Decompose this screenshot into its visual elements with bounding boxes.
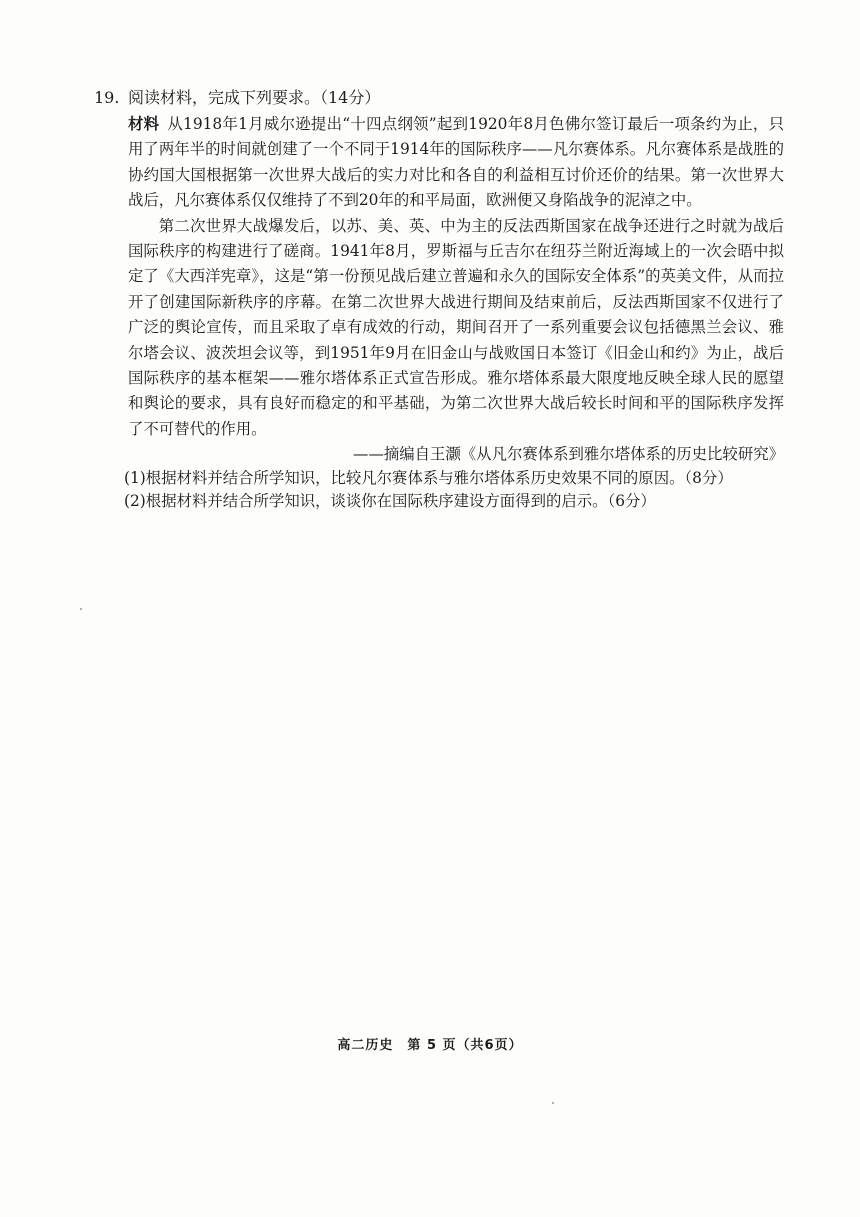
question-number: 19. [94,88,120,107]
scan-speck [80,608,82,610]
material-label: 材料 [128,115,160,133]
question-header [94,86,784,110]
material-text-1: 从1918年1月威尔逊提出“十四点纲领”起到1920年8月色佛尔签订最后一项条约为止，只用了两年半的时间就创建了一个不同于1914年的国际秩序——凡尔赛体系。凡尔赛体系是战胜的协约国大国根据第一次世界大战后的实力对比和各自的利益相互讨价还价的结果。第一次世界大战后，凡尔赛体系仅仅维持了不到20年的和平局面，欧洲便又身陷战争的泥淖之中。 [128,115,784,210]
material-source: ——摘编自王灏《从凡尔赛体系到雅尔塔体系的历史比较研究》 [353,445,784,464]
question-19 [94,86,784,513]
question-instruction: 阅读材料，完成下列要求。（14分） [128,88,381,107]
sub-question-2: (2)根据材料并结合所学知识，谈谈你在国际秩序建设方面得到的启示。（6分） [124,492,656,511]
page-footer: 高二历史 第 5 页（共6页） [337,1038,523,1053]
sub-question-1: (1)根据材料并结合所学知识，比较凡尔赛体系与雅尔塔体系历史效果不同的原因。（8分） [124,469,733,488]
material-paragraph-1 [128,112,784,214]
scan-speck [552,1102,554,1104]
material-paragraph-2: 第二次世界大战爆发后，以苏、美、英、中为主的反法西斯国家在战争还进行之时就为战后国际秩序的构建进行了磋商。1941年8月，罗斯福与丘吉尔在纽芬兰附近海域上的一次会晤中拟定了《大西洋宪章》，这是“第一份预见战后建立普遍和永久的国际安全体系”的英美文件，从而拉开了创建国际新秩序的序幕。在第二次世界大战进行期间及结束前后，反法西斯国家不仅进行了广泛的舆论宣传，而且采取了卓有成效的行动，期间召开了一系列重要会议包括德黑兰会议、雅尔塔会议、波茨坦会议等，到1951年9月在旧金山与战败国日本签订《旧金山和约》为止，战后国际秩序的基本框架——雅尔塔体系正式宣告形成。雅尔塔体系最大限度地反映全球人民的愿望和舆论的要求，具有良好而稳定的和平基础，为第二次世界大战后较长时间和平的国际秩序发挥了不可替代的作用。 [128,216,784,438]
